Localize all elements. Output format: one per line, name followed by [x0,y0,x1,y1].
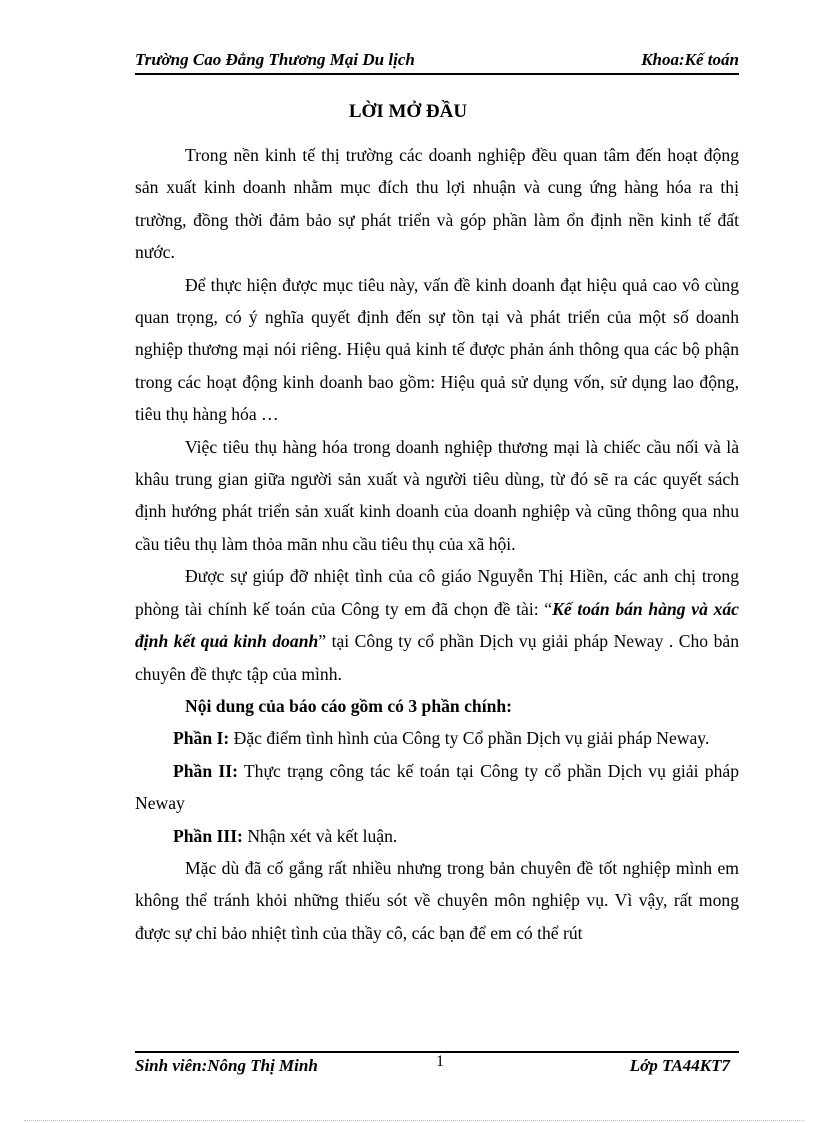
footer-student: Sinh viên:Nông Thị Minh [135,1056,318,1075]
part-3-label: Phần III: [173,825,243,846]
part-3 [135,820,739,852]
part-2 [135,755,739,820]
page-edge-divider [24,1120,804,1121]
part-2-text: Thực trạng công tác kế toán tại Công ty cổ phần Dịch vụ giải pháp Neway [135,760,739,814]
paragraph-2: Để thực hiện được mục tiêu này, vấn đề kinh doanh đạt hiệu quả cao vô cùng quan trọng, có ý nghĩa quyết định đến sự tồn tại và phát triển của một số doanh nghiệp thương mại nói riêng. Hiệu quả kinh tế được phản ánh thông qua các bộ phận trong các hoạt động kinh doanh bao gồm: Hiệu quả sử dụng vốn, sử dụng lao động, tiêu thụ hàng hóa … [135,274,739,425]
paragraph-last: Mặc dù đã cố gắng rất nhiều nhưng trong bản chuyên đề tốt nghiệp mình em không thể tránh khỏi những thiếu sót về chuyên môn nghiệp vụ. Vì vậy, rất mong được sự chỉ bảo nhiệt tình của thầy cô, các bạn để em có thể rút [135,857,739,943]
page-number: 1 [436,1053,444,1070]
page-title: LỜI MỞ ĐẦU [348,101,468,122]
part-3-text: Nhận xét và kết luận. [242,825,398,846]
paragraph-4-end: ” tại Công ty cổ phần Dịch vụ giải pháp Neway . Cho bản chuyên đề thực tập của mình. [135,631,739,684]
footer-class: Lớp TA44KT7 [629,1056,730,1075]
page-header [135,47,739,75]
paragraph-1: Trong nền kinh tế thị trường các doanh nghiệp đều quan tâm đến hoạt động sản xuất kinh doanh nhằm mục đích thu lợi nhuận và cung ứng hàng hóa ra thị trường, đồng thời đảm bảo sự phát triển và góp phần làm ổn định nền kinh tế đất nước. [135,145,739,263]
content-heading: Nội dung của báo cáo gồm có 3 phần chính: [185,695,513,716]
paragraph-4-start: Được sự giúp đỡ nhiệt tình của cô giáo Nguyễn Thị Hiền, các anh chị trong phòng tài chính kế toán của Công ty em đã chọn đề tài: “ [135,566,739,619]
header-faculty: Khoa:Kế toán [641,50,739,69]
report-topic: Kế toán bán hàng và xác định kết quả kinh doanh [135,598,739,652]
header-school: Trường Cao Đẳng Thương Mại Du lịch [135,50,415,69]
part-1 [135,722,739,754]
paragraph-4 [135,560,739,690]
paragraph-3: Việc tiêu thụ hàng hóa trong doanh nghiệp thương mại là chiếc cầu nối và là khâu trung gian giữa người sản xuất và người tiêu dùng, từ đó sẽ ra các quyết sách định hướng phát triển sản xuất kinh doanh của doanh nghiệp và cũng thông qua nhu cầu tiêu thụ làm thỏa mãn nhu cầu tiêu thụ của xã hội. [135,436,739,554]
part-2-label: Phần II: [173,760,238,781]
part-1-text: Đặc điểm tình hình của Công ty Cổ phần Dịch vụ giải pháp Neway. [229,728,710,749]
part-1-label: Phần I: [173,728,230,749]
document-body [135,139,739,949]
